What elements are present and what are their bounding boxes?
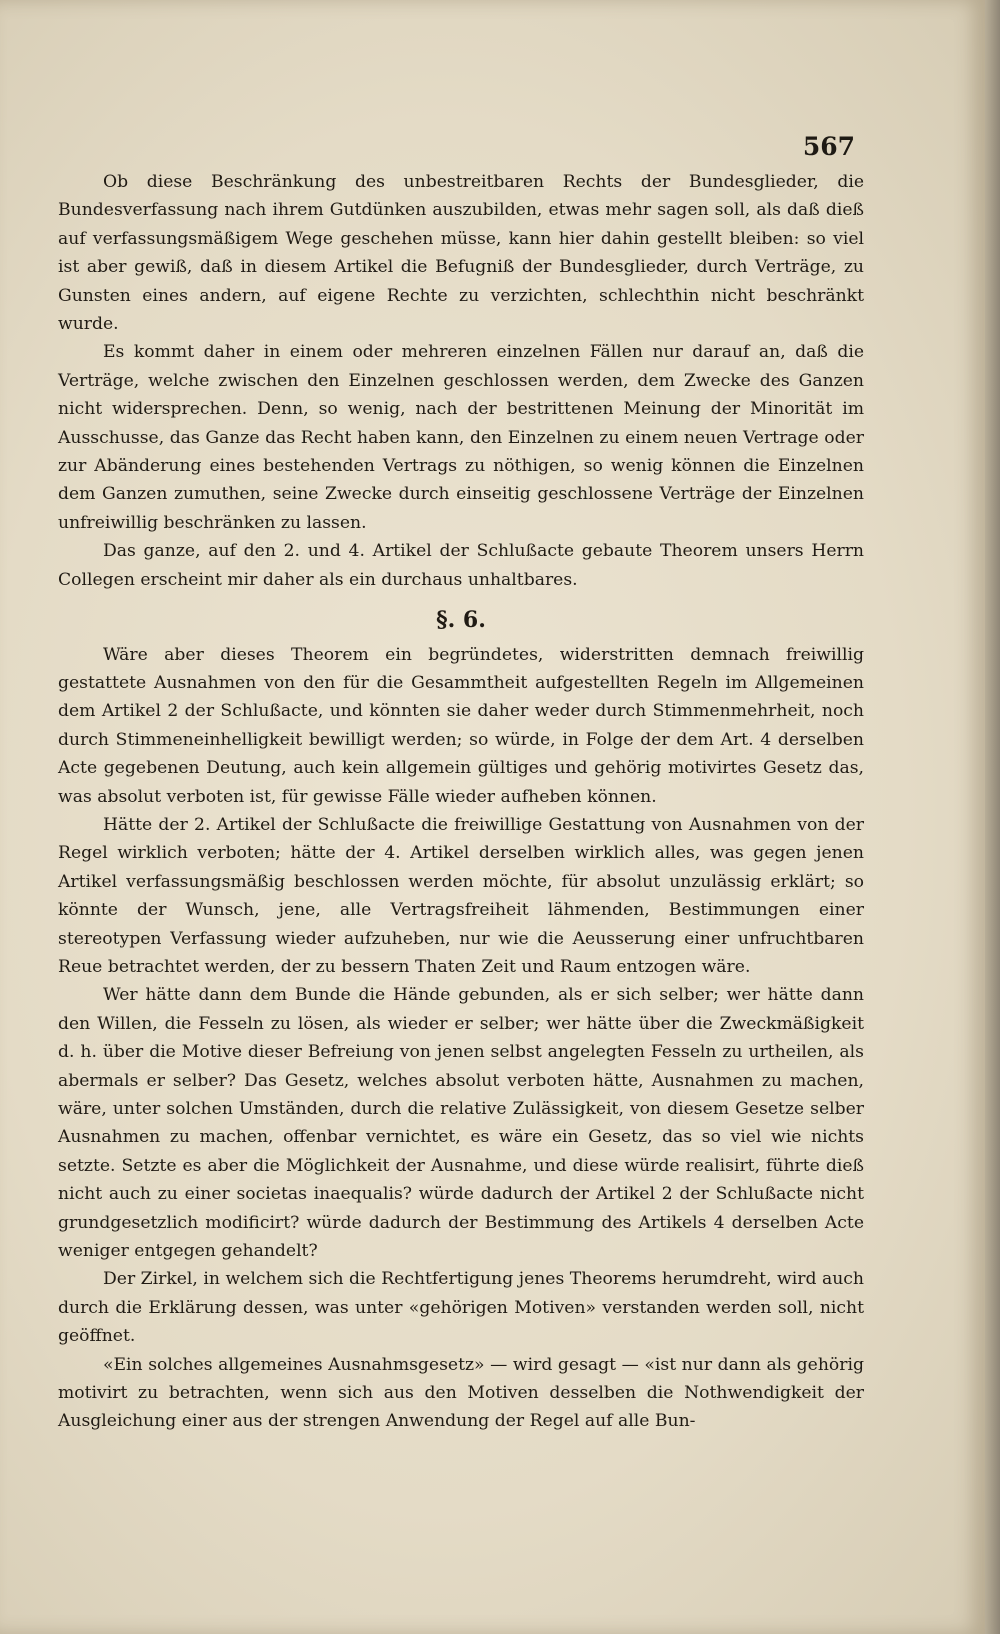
paragraph-1: Ob diese Beschränkung des unbestreitbaren Rechts der Bundesglieder, die Bundesverfassung nach ihrem Gutdünken auszubilden, etwas mehr sagen soll, als daß dieß auf verfassungsmäßigem Wege geschehen müsse, kann hier dahin gestellt bleiben: so viel ist aber gewiß, daß in diesem Artikel die Befugniß der Bundesglieder, durch Verträge, zu Gunsten eines andern, auf eigene Rechte zu verzichten, schlechthin nicht beschränkt wurde. — [58, 172, 864, 335]
page-number: 567 — [802, 132, 855, 161]
section-heading: §. 6. — [436, 607, 486, 634]
paragraph-8: «Ein solches allgemeines Ausnahmsgesetz» — wird gesagt — «ist nur dann als gehörig motivirt zu betrachten, wenn sich aus den Motiven desselben die Nothwendigkeit der Ausgleichung einer aus der strengen Anwendung der Regel auf alle Bun- — [58, 1354, 864, 1432]
paragraph-6: Wer hätte dann dem Bunde die Hände gebunden, als er sich selber; wer hätte dann den Willen, die Fesseln zu lösen, als wieder er selber; wer hätte über die Zweckmäßigkeit d. h. über die Motive dieser Befreiung von jenen selbst angelegten Fesseln zu urtheilen, als abermals er selber? Das Gesetz, welches absolut verboten hätte, Ausnahmen zu machen, wäre, unter solchen Umständen, durch die relative Zulässigkeit, von diesem Gesetze selber Ausnahmen zu machen, offenbar vernichtet, es wäre ein Gesetz, das so viel wie nichts setzte. Setzte es aber die Möglichkeit der Ausnahme, und diese würde realisirt, führte dieß nicht auch zu einer societas inaequalis? würde dadurch der Artikel 2 der Schlußacte nicht grundgesetzlich modificirt? würde dadurch der Bestimmung des Artikels 4 derselben Acte weniger entgegen gehandelt? — [58, 985, 864, 1262]
paragraph-2: Es kommt daher in einem oder mehreren einzelnen Fällen nur darauf an, daß die Verträge, welche zwischen den Einzelnen geschlossen werden, dem Zwecke des Ganzen nicht widersprechen. Denn, so wenig, nach der bestrittenen Meinung der Minorität im Ausschusse, das Ganze das Recht haben kann, den Einzelnen zu einem neuen Vertrage oder zur Abänderung eines bestehenden Vertrags zu nöthigen, so wenig können die Einzelnen dem Ganzen zumuthen, seine Zwecke durch einseitig geschlossene Verträge der Einzelnen unfreiwillig beschränken zu lassen. — [58, 342, 864, 533]
paragraph-7: Der Zirkel, in welchem sich die Rechtfertigung jenes Theorems herumdreht, wird auch durch die Erklärung dessen, was unter «gehörigen Motiven» verstanden werden soll, nicht geöffnet. — [58, 1269, 864, 1347]
page-edge — [985, 0, 1000, 1634]
paragraph-4: Wäre aber dieses Theorem ein begründetes, widerstritten demnach freiwillig gestattete Ausnahmen von den für die Gesammtheit aufgestellten Regeln im Allgemeinen dem Artikel 2 der Schlußacte, und könnten sie daher weder durch Stimmenmehrheit, noch durch Stimmeneinhelligkeit bewilligt werden; so würde, in Folge der dem Art. 4 derselben Acte gegebenen Deutung, auch kein allgemein gültiges und gehörig motivirtes Gesetz das, was absolut verboten ist, für gewisse Fälle wieder aufheben können. — [58, 644, 864, 807]
paragraph-3: Das ganze, auf den 2. und 4. Artikel der Schlußacte gebaute Theorem unsers Herrn Collegen erscheint mir daher als ein durchaus unhaltbares. — [58, 541, 864, 590]
paragraph-5: Hätte der 2. Artikel der Schlußacte die freiwillige Gestattung von Ausnahmen von der Regel wirklich verboten; hätte der 4. Artikel derselben wirklich alles, was gegen jenen Artikel verfassungsmäßig beschlossen werden möchte, für absolut unzulässig erklärt; so könnte der Wunsch, jene, alle Vertragsfreiheit lähmenden, Bestimmungen einer stereotypen Verfassung wieder aufzuheben, nur wie die Aeusserung einer unfruchtbaren Reue betrachtet werden, der zu bessern Thaten Zeit und Raum entzogen wäre. — [58, 814, 864, 977]
page-text — [58, 168, 864, 1436]
